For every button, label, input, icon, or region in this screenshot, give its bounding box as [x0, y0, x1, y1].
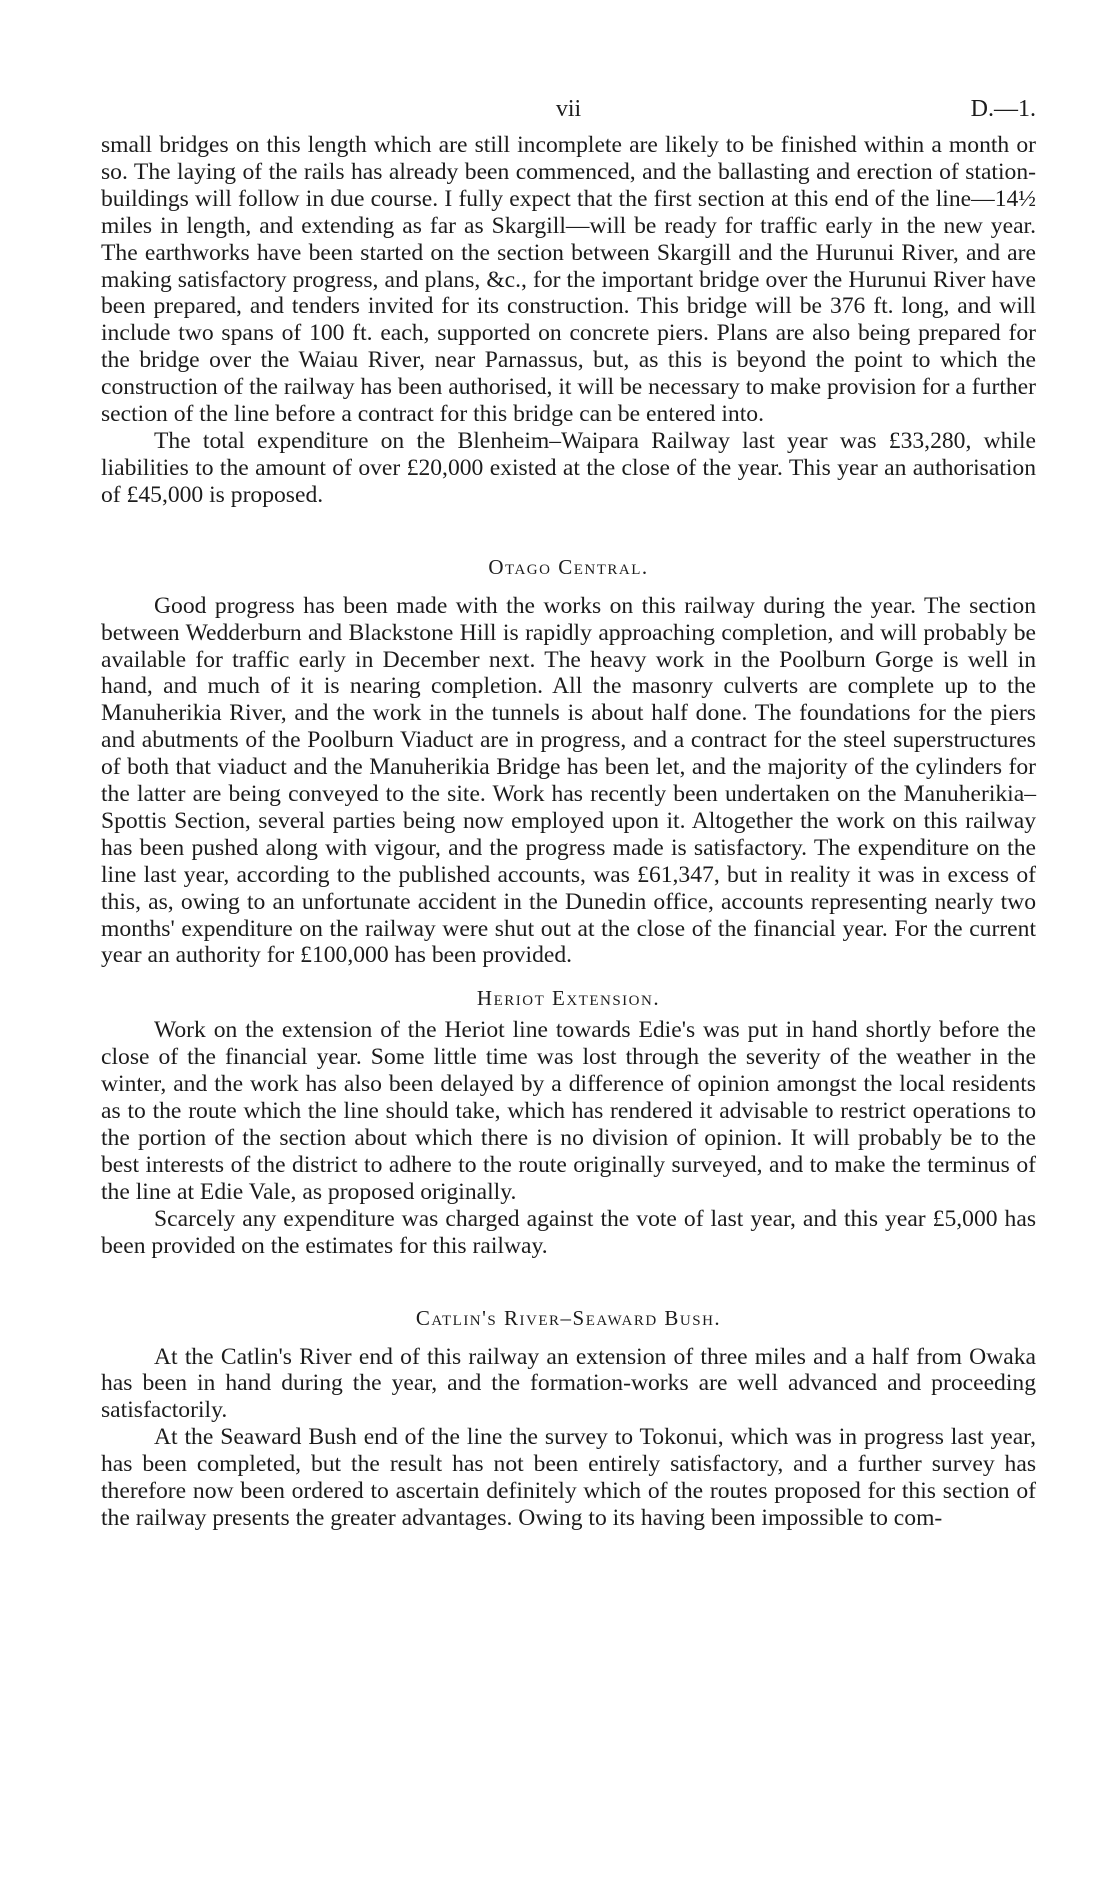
heriot-paragraph-1: Work on the extension of the Heriot line towards Edie's was put in hand shortly before the close of the financial year. Some little time was lost through the severity of the weather in the winter, and the work has also been delayed by a difference of opinion amongst the local residents as to the route which the line should take, which has rendered it advisable to restrict operations to the portion of the section about which there is no division of opinion. It will probably be to the best interests of the district to adhere to the route originally surveyed, and to make the terminus of the line at Edie Vale, as proposed originally.	[101, 1017, 1036, 1205]
blenheim-paragraph-1: small bridges on this length which are still incomplete are likely to be finished within a month or so. The laying of the rails has already been commenced, and the ballasting and erection of station-buildings will follow in due course. I fully expect that the first section at this end of the line—14½ miles in length, and extending as far as Skargill—will be ready for traffic early in the new year. The earthworks have been started on the section between Skargill and the Hurunui River, and are making satisfactory progress, and plans, &c., for the important bridge over the Hurunui River have been prepared, and tenders invited for its construction. This bridge will be 376 ft. long, and will include two spans of 100 ft. each, supported on concrete piers. Plans are also being prepared for the bridge over the Waiau River, near Parnassus, but, as this is beyond the point to which the construction of the railway has been authorised, it will be necessary to make provision for a further section of the line before a contract for this bridge can be entered into.	[101, 132, 1036, 428]
heriot-paragraph-2: Scarcely any expenditure was charged against the vote of last year, and this year £5,000 has been provided on the estimates for this railway.	[101, 1205, 1036, 1259]
section-heading-otago-central: Otago Central.	[488, 554, 649, 579]
page-header	[101, 96, 1036, 132]
blenheim-paragraph-2: The total expenditure on the Blenheim–Waipara Railway last year was £33,280, while liabilities to the amount of over £20,000 existed at the close of the year. This year an authorisation of £45,000 is proposed.	[101, 427, 1036, 508]
catlin-paragraph-1: At the Catlin's River end of this railway an extension of three miles and a half from Owaka has been in hand during the year, and the formation-works are well advanced and proceeding satisfactorily.	[101, 1343, 1036, 1424]
section-heading-heriot-extension: Heriot Extension.	[476, 986, 661, 1011]
document-page	[101, 96, 1036, 1532]
document-reference: D.—1.	[970, 96, 1036, 122]
otago-paragraph-1: Good progress has been made with the works on this railway during the year. The section between Wedderburn and Blackstone Hill is rapidly approaching completion, and will probably be available for traffic early in December next. The heavy work in the Poolburn Gorge is well in hand, and much of it is nearing completion. All the masonry culverts are complete up to the Manuherikia River, and the work in the tunnels is about half done. The foundations for the piers and abutments of the Poolburn Viaduct are in progress, and a contract for the steel superstructures of both that viaduct and the Manuherikia Bridge has been let, and the majority of the cylinders for the latter are being conveyed to the site. Work has recently been undertaken on the Manuherikia–Spottis Section, several parties being now employed upon it. Altogether the work on this railway has been pushed along with vigour, and the progress made is satisfactory. The expenditure on the line last year, according to the published accounts, was £61,347, but in reality it was in excess of this, as, owing to an unfortunate accident in the Dunedin office, accounts representing nearly two months' expenditure on the railway were shut out at the close of the financial year. For the current year an authority for £100,000 has been provided.	[101, 592, 1036, 969]
page-number: vii	[555, 96, 582, 122]
catlin-paragraph-2: At the Seaward Bush end of the line the survey to Tokonui, which was in progress last year, has been completed, but the result has not been entirely satisfactory, and a further survey has therefore now been ordered to ascertain definitely which of the routes proposed for this section of the railway presents the greater advantages. Owing to its having been impossible to com-	[101, 1424, 1036, 1531]
section-heading-catlins-river: Catlin's River–Seaward Bush.	[415, 1305, 722, 1330]
